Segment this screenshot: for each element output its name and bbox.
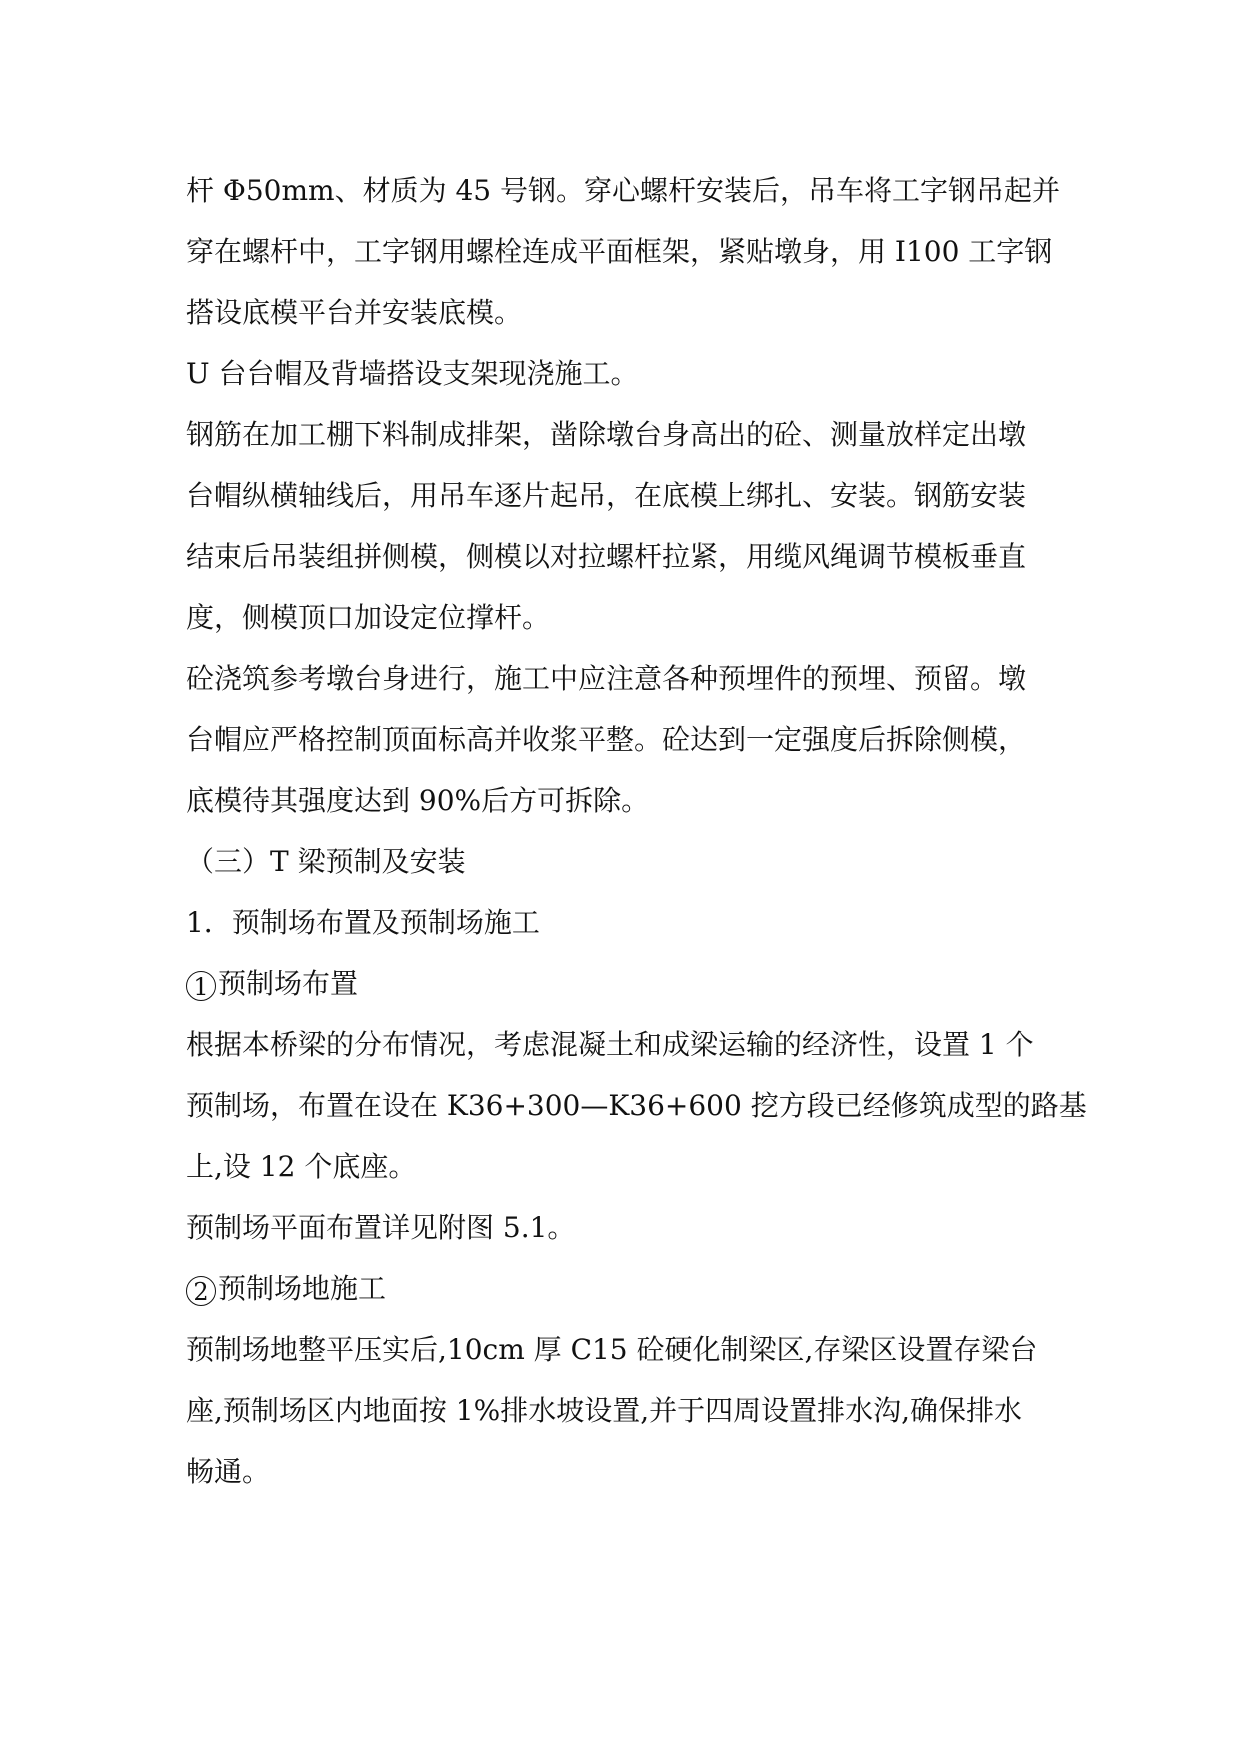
text-line: 杆 Φ50mm、材质为 45 号钢。穿心螺杆安装后，吊车将工字钢吊起并: [186, 174, 1061, 207]
paragraph-site-hardening: [186, 1319, 1066, 1502]
circled-number-2: 2: [186, 1276, 216, 1306]
text-line: 底模待其强度达到 90%后方可拆除。: [186, 784, 650, 817]
heading-text: 预制场布置: [218, 967, 359, 1000]
text-line: 上,设 12 个底座。: [186, 1150, 417, 1183]
heading-line: [186, 1258, 1066, 1319]
heading-line: [186, 953, 1066, 1014]
paragraph-yard-location: [186, 1014, 1087, 1197]
section-heading-t-beam: [186, 831, 1066, 892]
circled-number-1: 1: [186, 971, 216, 1001]
heading-text: 1．预制场布置及预制场施工: [186, 906, 540, 939]
paragraph-u-abutment: [186, 343, 1066, 404]
document-body: [186, 160, 1087, 1502]
text-line: 钢筋在加工棚下料制成排架，凿除墩台身高出的砼、测量放样定出墩: [186, 418, 1027, 451]
paragraph-layout-reference: [186, 1197, 1066, 1258]
text-line: U 台台帽及背墙搭设支架现浇施工。: [186, 357, 639, 390]
text-line: 台帽应严格控制顶面标高并收浆平整。砼达到一定强度后拆除侧模，: [186, 723, 1027, 756]
item-heading-site-construction: [186, 1258, 1066, 1319]
text-line: 度，侧模顶口加设定位撑杆。: [186, 601, 551, 634]
text-line: 预制场，布置在设在 K36+300—K36+600 挖方段已经修筑成型的路基: [186, 1089, 1087, 1122]
text-line: 畅通。: [186, 1455, 271, 1488]
text-line: 穿在螺杆中，工字钢用螺栓连成平面框架，紧贴墩身，用 I100 工字钢: [186, 235, 1053, 268]
text-line: 预制场平面布置详见附图 5.1。: [186, 1211, 576, 1244]
text-line: 砼浇筑参考墩台身进行，施工中应注意各种预埋件的预埋、预留。墩: [186, 662, 1027, 695]
paragraph-rebar: [186, 404, 1066, 648]
text-line: 结束后吊装组拼侧模，侧模以对拉螺杆拉紧，用缆风绳调节模板垂直: [186, 540, 1027, 573]
item-heading-yard-layout: [186, 953, 1066, 1014]
text-line: 座,预制场区内地面按 1%排水坡设置,并于四周设置排水沟,确保排水: [186, 1394, 1023, 1427]
heading-text: （三）T 梁预制及安装: [186, 845, 466, 878]
text-line: 预制场地整平压实后,10cm 厚 C15 砼硬化制梁区,存梁区设置存梁台: [186, 1333, 1038, 1366]
text-line: 搭设底模平台并安装底模。: [186, 296, 523, 329]
paragraph-steel-frame: [186, 160, 1066, 343]
text-line: 根据本桥梁的分布情况，考虑混凝土和成梁运输的经济性，设置 1 个: [186, 1028, 1034, 1061]
heading-text: 预制场地施工: [218, 1272, 387, 1305]
paragraph-concrete-pouring: [186, 648, 1066, 831]
text-line: 台帽纵横轴线后，用吊车逐片起吊，在底模上绑扎、安装。钢筋安装: [186, 479, 1027, 512]
subsection-heading-precast-yard: [186, 892, 1066, 953]
